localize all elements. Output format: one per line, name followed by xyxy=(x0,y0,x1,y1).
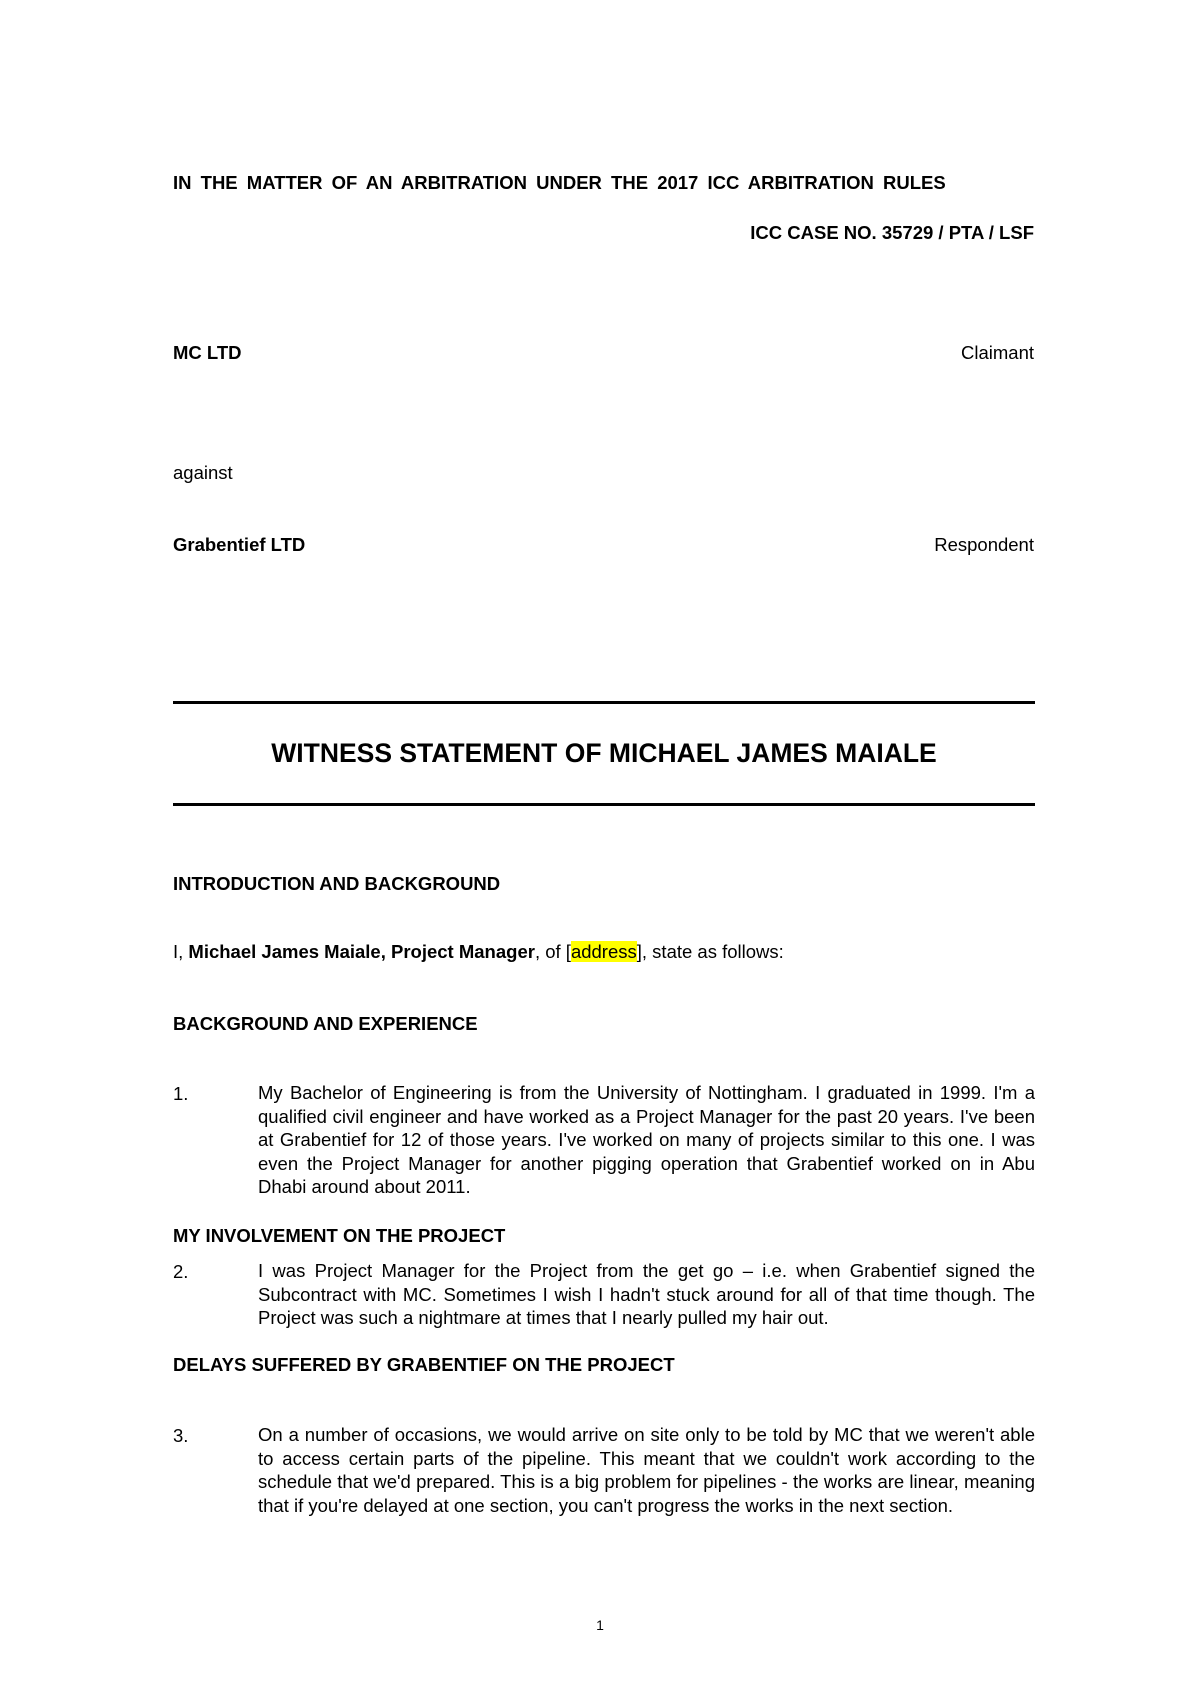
witness-name: Michael James Maiale, Project Manager xyxy=(188,941,535,962)
paragraph-1: My Bachelor of Engineering is from the University of Nottingham. I graduated in 1999. I'm a qualified civil engineer and have worked as a Project Manager for the past 20 years. I've been at Grabentief for 12 of those years. I've worked on many of projects similar to this one. I was even the Project Manager for another pigging operation that Grabentief worked on in Abu Dhabi around about 2011. xyxy=(258,1082,1035,1197)
intro-of: , of [ xyxy=(534,941,571,962)
arbitration-heading: IN THE MATTER OF AN ARBITRATION UNDER THE 2017 ICC ARBITRATION RULES xyxy=(173,172,946,193)
paragraph-3: On a number of occasions, we would arrive on site only to be told by MC that we weren't able to access certain parts of the pipeline. This meant that we couldn't work according to the schedule that we'd prepared. This is a big problem for pipelines - the works are linear, meaning that if you're delayed at one section, you can't progress the works in the next section. xyxy=(258,1424,1035,1516)
page-number: 1 xyxy=(596,1617,604,1633)
section-heading-background: BACKGROUND AND EXPERIENCE xyxy=(173,1013,478,1034)
against-label: against xyxy=(173,462,233,483)
respondent-name: Grabentief LTD xyxy=(173,534,306,555)
paragraph-2: I was Project Manager for the Project from the get go – i.e. when Grabentief signed the Subcontract with MC. Sometimes I wish I hadn't stuck around for all of that time though. The Project was such a nightmare at times that I nearly pulled my hair out. xyxy=(258,1260,1035,1328)
claimant-role: Claimant xyxy=(961,342,1034,363)
paragraph-number-3: 3. xyxy=(173,1425,189,1446)
claimant-name: MC LTD xyxy=(173,342,242,363)
section-heading-involvement: MY INVOLVEMENT ON THE PROJECT xyxy=(173,1225,506,1246)
paragraph-number-1: 1. xyxy=(173,1083,189,1104)
section-heading-delays: DELAYS SUFFERED BY GRABENTIEF ON THE PROJECT xyxy=(173,1354,675,1375)
intro-statement xyxy=(173,941,784,963)
intro-prefix: I, xyxy=(173,941,189,962)
title-top-rule xyxy=(173,701,1035,704)
section-heading-introduction: INTRODUCTION AND BACKGROUND xyxy=(173,873,501,894)
case-number: ICC CASE NO. 35729 / PTA / LSF xyxy=(750,222,1034,243)
document-title: WITNESS STATEMENT OF MICHAEL JAMES MAIALE xyxy=(271,738,937,768)
title-bottom-rule xyxy=(173,803,1035,806)
paragraph-number-2: 2. xyxy=(173,1261,189,1282)
intro-suffix: ], state as follows: xyxy=(636,941,784,962)
address-placeholder: address xyxy=(570,941,637,962)
respondent-role: Respondent xyxy=(934,534,1034,555)
